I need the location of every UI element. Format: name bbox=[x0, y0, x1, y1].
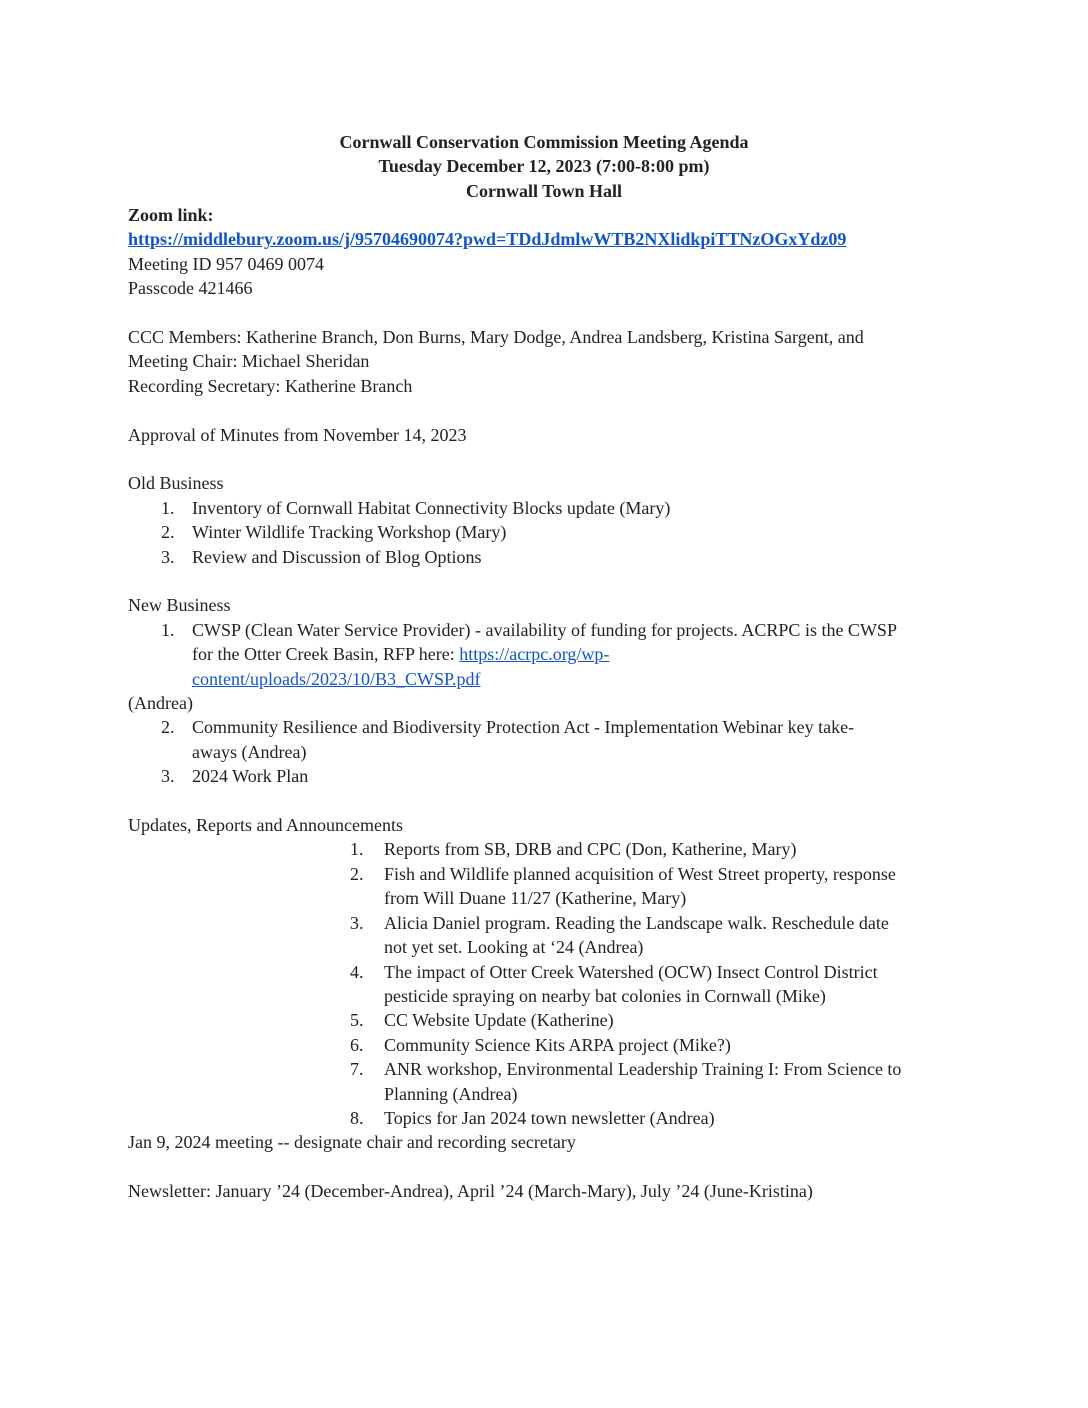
list-item: 4. The impact of Otter Creek Watershed (OCW) Insect Control District pesticide spraying on nearby bat colonies in Cornwall (Mike) bbox=[350, 961, 878, 1006]
agenda-body bbox=[128, 203, 988, 1204]
agenda-title: Cornwall Conservation Commission Meeting Agenda bbox=[339, 132, 749, 152]
list-item: 2. Community Resilience and Biodiversity Protection Act - Implementation Webinar key take- aways (Andrea) bbox=[161, 717, 855, 762]
rfp-link-continued[interactable]: content/uploads/2023/10/B3_CWSP.pdf bbox=[192, 668, 481, 689]
old-business-list bbox=[128, 496, 988, 569]
newsletter-schedule: Newsletter: January ’24 (December-Andrea), April ’24 (March-Mary), July ’24 (June-Kristina) bbox=[128, 1181, 813, 1202]
next-meeting: Jan 9, 2024 meeting -- designate chair and recording secretary bbox=[128, 1132, 576, 1153]
list-item: 2. Winter Wildlife Tracking Workshop (Mary) bbox=[161, 522, 507, 543]
new-business-item1-owner: (Andrea) bbox=[128, 693, 193, 714]
agenda-date: Tuesday December 12, 2023 (7:00-8:00 pm) bbox=[378, 156, 710, 177]
list-item: 8. Topics for Jan 2024 town newsletter (Andrea) bbox=[350, 1107, 715, 1128]
updates-list bbox=[128, 837, 988, 1130]
new-business-list bbox=[128, 618, 988, 691]
new-business-heading: New Business bbox=[128, 595, 231, 616]
updates-heading: Updates, Reports and Announcements bbox=[128, 815, 403, 836]
new-business-list-continued bbox=[128, 715, 988, 788]
list-item: 7. ANR workshop, Environmental Leadership Training I: From Science to Planning (Andrea) bbox=[350, 1059, 902, 1104]
list-item: 3. 2024 Work Plan bbox=[161, 766, 309, 787]
list-item: 3. Review and Discussion of Blog Options bbox=[161, 546, 482, 567]
agenda-location: Cornwall Town Hall bbox=[465, 180, 623, 201]
meeting-id: Meeting ID 957 0469 0074 bbox=[128, 253, 324, 274]
list-item: 5. CC Website Update (Katherine) bbox=[350, 1010, 614, 1031]
members-line: CCC Members: Katherine Branch, Don Burns, Mary Dodge, Andrea Landsberg, Kristina Sargent, and bbox=[128, 327, 864, 348]
old-business-heading: Old Business bbox=[128, 473, 224, 494]
passcode: Passcode 421466 bbox=[128, 278, 253, 299]
agenda-header bbox=[0, 130, 1088, 203]
meeting-chair: Meeting Chair: Michael Sheridan bbox=[128, 351, 370, 372]
list-item: 3. Alicia Daniel program. Reading the Landscape walk. Reschedule date not yet set. Looking at ‘24 (Andrea) bbox=[350, 912, 889, 958]
rfp-link[interactable]: https://acrpc.org/wp- bbox=[459, 644, 610, 665]
zoom-link[interactable]: https://middlebury.zoom.us/j/95704690074?pwd=TDdJdmlwWTB2NXlidkpiTTNzOGxYdz09 bbox=[128, 229, 847, 250]
recording-secretary: Recording Secretary: Katherine Branch bbox=[128, 375, 413, 396]
list-item: 2. Fish and Wildlife planned acquisition of West Street property, response from Will Duane 11/27 (Katherine, Mary) bbox=[350, 863, 896, 909]
zoom-label: Zoom link: bbox=[128, 205, 214, 225]
list-item: 6. Community Science Kits ARPA project (Mike?) bbox=[350, 1034, 731, 1055]
approval-of-minutes: Approval of Minutes from November 14, 2023 bbox=[128, 424, 467, 445]
list-item: 1. Reports from SB, DRB and CPC (Don, Katherine, Mary) bbox=[350, 839, 797, 860]
list-item: 1. CWSP (Clean Water Service Provider) - availability of funding for projects. ACRPC is the CWSP for the Otter Creek Basin, RFP here: https://acrpc.org/wp- content/uploads/2023/10/B3_CWSP.pdf bbox=[161, 619, 897, 689]
list-item: 1. Inventory of Cornwall Habitat Connectivity Blocks update (Mary) bbox=[161, 497, 671, 518]
